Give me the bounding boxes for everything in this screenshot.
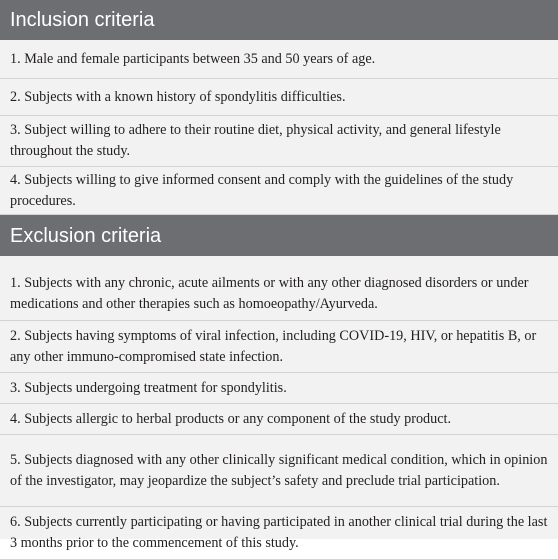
inclusion-criteria-title: Inclusion criteria	[10, 9, 155, 31]
exclusion-item: 4. Subjects allergic to herbal products or any component of the study product.	[0, 404, 558, 435]
spacer	[0, 256, 558, 268]
exclusion-criteria-title: Exclusion criteria	[10, 224, 162, 247]
inclusion-item: 1. Male and female participants between 35 and 50 years of age.	[0, 40, 558, 79]
exclusion-item: 5. Subjects diagnosed with any other clinically significant medical condition, which in opinion of the investigator, may jeopardize the subject’s safety and preclude trial participation.	[0, 435, 558, 507]
inclusion-item: 4. Subjects willing to give informed consent and comply with the guidelines of the study procedures.	[0, 167, 558, 215]
exclusion-item: 2. Subjects having symptoms of viral infection, including COVID-19, HIV, or hepatitis B, or any other immuno-compromised state infection.	[0, 321, 558, 373]
exclusion-item: 1. Subjects with any chronic, acute ailments or with any other diagnosed disorders or under medications and other therapies such as homoeopathy/Ayurveda.	[0, 268, 558, 321]
inclusion-item: 3. Subject willing to adhere to their routine diet, physical activity, and general lifestyle throughout the study.	[0, 116, 558, 167]
inclusion-criteria-header	[0, 0, 558, 40]
exclusion-criteria-header	[0, 215, 558, 256]
inclusion-item: 2. Subjects with a known history of spondylitis difficulties.	[0, 79, 558, 116]
exclusion-item: 6. Subjects currently participating or having participated in another clinical trial during the last 3 months prior to the commencement of this study.	[10, 514, 548, 551]
exclusion-item: 3. Subjects undergoing treatment for spondylitis.	[0, 373, 558, 404]
